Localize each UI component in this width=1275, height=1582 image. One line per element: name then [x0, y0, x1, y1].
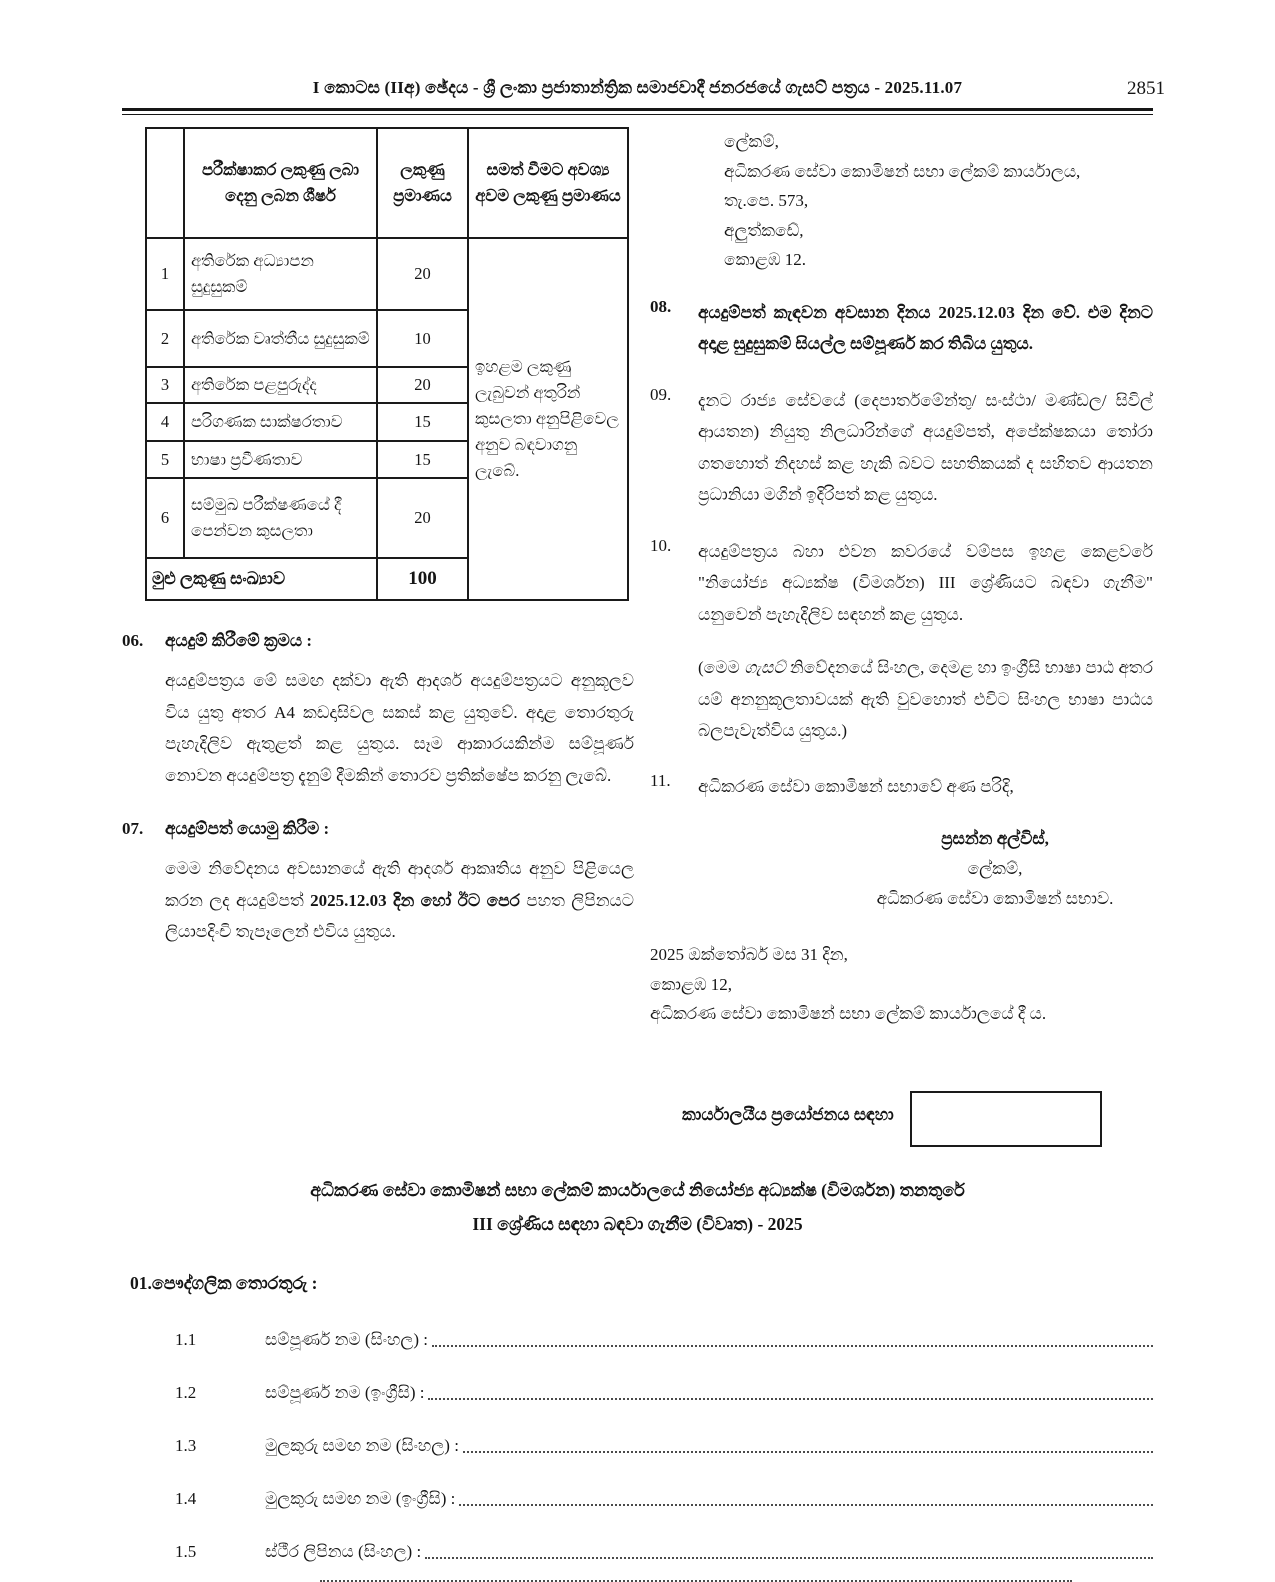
section-11-number: 11.	[650, 770, 671, 790]
office-use-box	[910, 1091, 1102, 1147]
address-line: තැ.පෙ. 573,	[724, 191, 809, 210]
row-no: 4	[146, 403, 184, 441]
row-marks: 10	[377, 310, 468, 367]
row-label: සම්මුඛ පරීක්ෂණයේ දී පෙන්වන කුසලතා	[184, 478, 377, 558]
row-label: පරිගණක සාක්ෂරතාව	[184, 403, 377, 441]
form-field-full-name-sinhala	[175, 1330, 1153, 1350]
signatory-org: අධිකරණ සේවා කොමිෂන් සභාව.	[876, 889, 1114, 908]
row-no: 1	[146, 238, 184, 310]
form-section-01-heading: 01.පෞද්ගලික තොරතුරු :	[130, 1272, 318, 1293]
row-marks: 15	[377, 403, 468, 441]
total-value: 100	[377, 558, 468, 600]
row-marks: 20	[377, 367, 468, 403]
form-title-line2: III ශ්‍රේණිය සඳහා බඳවා ගැනීම (විවෘත) - 2025	[472, 1213, 803, 1234]
row-label: භාෂා ප්‍රවීණතාව	[184, 441, 377, 478]
language-note-italic: ගැසට්	[744, 658, 786, 677]
language-note	[698, 652, 1153, 747]
section-06-number: 06.	[122, 631, 144, 650]
section-08	[650, 297, 1153, 360]
row-label: අතිරේක වෘත්තීය සුදුසුකම්	[184, 310, 377, 367]
form-field-permanent-address-sinhala	[175, 1542, 1153, 1562]
form-title-line1: අධිකරණ සේවා කොමිෂන් සභා ලේකම් කාර්යාලයේ නියෝජ්‍ය අධ්‍යක්ෂ (විමර්ශන) තනතුරේ	[310, 1179, 965, 1200]
dotted-answer-line-continuation	[320, 1580, 1072, 1582]
header-cell-marks: ලකුණු ප්‍රමාණය	[377, 128, 468, 238]
section-06-title: අයදුම් කිරීමේ ක්‍රමය :	[165, 631, 312, 650]
total-label: මුළු ලකුණු සංඛ්‍යාව	[146, 558, 377, 600]
table-row	[146, 238, 628, 310]
form-title	[122, 1173, 1153, 1241]
left-column	[122, 127, 634, 1029]
row-no: 2	[146, 310, 184, 367]
section-09-body: දැනට රාජ්‍ය සේවයේ (දෙපාර්තමේන්තු/ සංස්ථා/ මණ්ඩල/ සිවිල් ආයතන) නියුතු නිලධාරින්ගේ අයදුම්පත්, අපේක්ෂකයා තෝරා ගතහොත් නිදහස් කළ හැකි බවට සහතිකයක් ද සහිතව ආයතන ප්‍රධානියා මගින් ඉදිරිපත් කළ යුතුය.	[698, 390, 1153, 504]
right-column	[650, 127, 1153, 1029]
section-08-number: 08.	[650, 296, 672, 316]
section-06-heading	[122, 631, 634, 651]
page-number: 2851	[1127, 78, 1165, 99]
section-10-body: අයදුම්පත්‍රය බහා එවන කවරයේ වම්පස ඉහළ කෙළවරේ "නියෝජ්‍ය අධ්‍යක්ෂ (විමර්ශන) III ශ්‍රේණියට බඳවා ගැනීම" යනුවෙන් පැහැදිලිව සඳහන් කළ යුතුය.	[698, 541, 1153, 624]
dateline-block	[650, 940, 1153, 1029]
section-07-body-pre: මෙම නිවේදනය අවසානයේ ඇති ආදර්ශ ආකෘතිය අනුව පිළියෙල කරන ලද අයදුම්පත්	[165, 859, 634, 910]
marks-table	[145, 127, 629, 601]
section-11-body: අධිකරණ සේවා කොමිෂන් සභාවේ අණ පරිදි,	[698, 776, 1014, 796]
section-09	[650, 385, 1153, 511]
signatory-title: ලේකම්,	[967, 859, 1023, 878]
section-11	[650, 771, 1153, 803]
dateline-line: 2025 ඔක්තෝබර් මස 31 දින,	[650, 945, 848, 964]
dotted-answer-line	[432, 1345, 1153, 1347]
address-line: කොළඹ 12.	[724, 250, 807, 269]
row-marks: 15	[377, 441, 468, 478]
field-number: 1.2	[175, 1382, 197, 1402]
section-10-number: 10.	[650, 535, 672, 555]
merged-note-cell: ඉහළම ලකුණු ලැබුවන් අතුරින් කුසලතා අනුපිළිවෙල අනුව බඳවාගනු ලැබේ.	[468, 238, 628, 600]
postal-address	[650, 127, 1153, 275]
form-field-full-name-english	[175, 1383, 1153, 1403]
table-header-row	[146, 128, 628, 238]
running-head	[122, 78, 1165, 104]
gazette-header-title: I කොටස (IIඅ) ඡේදය - ශ්‍රී ලංකා ප්‍රජාතාන්ත්‍රික සමාජවාදී ජනරජයේ ගැසට් පත්‍රය - 2025.11.07	[312, 78, 963, 97]
dotted-answer-line	[459, 1504, 1153, 1506]
field-label: ස්ථීර ලිපිනය (සිංහල) :	[265, 1541, 422, 1561]
form-field-name-with-initials-sinhala	[175, 1436, 1153, 1456]
field-label: මුලකුරු සමඟ නම (සිංහල) :	[265, 1435, 459, 1455]
section-09-number: 09.	[650, 384, 672, 404]
form-fields	[175, 1330, 1153, 1582]
address-line: ලේකම්,	[724, 132, 779, 151]
dotted-answer-line	[425, 1557, 1153, 1559]
dotted-answer-line	[428, 1398, 1153, 1400]
language-note-pre: (මෙම	[698, 658, 745, 677]
section-07-body	[165, 853, 634, 948]
field-number: 1.5	[175, 1541, 197, 1561]
field-label: සම්පූර්ණ නම (සිංහල) :	[265, 1329, 429, 1349]
field-number: 1.4	[175, 1488, 197, 1508]
language-note-post: නිවේදනයේ සිංහල, දෙමළ හා ඉංග්‍රීසි භාෂා පාඨ අතර යම් අනනුකූලතාවයක් ඇති වුවහොත් එවිට සිංහල භාෂා පාඨය බලපැවැත්විය යුතුය.)	[698, 658, 1153, 740]
field-number: 1.1	[175, 1329, 197, 1349]
address-line: අලුත්කඩේ,	[724, 220, 804, 240]
section-06-body: අයදුම්පත්‍රය මේ සමඟ දක්වා ඇති ආදර්ශ අයදුම්පත්‍රයට අනුකූලව විය යුතු අතර A4 කඩදාසිවල සකස් කළ යුතුවේ. අදාළ තොරතුරු පැහැදිලිව ඇතුළත් කළ යුතුය. සෑම ආකාරයකින්ම සම්පූර්ණ නොවන අයදුම්පත්‍ර දැනුම් දීමකින් තොරව ප්‍රතික්ෂේප කරනු ලැබේ.	[165, 671, 634, 785]
section-08-body: අයදුම්පත් කැඳවන අවසාන දිනය 2025.12.03 දින වේ. එම දිනට අදාළ සුදුසුකම් සියල්ල සම්පූර්ණ කර තිබිය යුතුය.	[698, 302, 1153, 353]
field-number: 1.3	[175, 1435, 197, 1455]
field-label: මුලකුරු සමඟ නම (ඉංග්‍රීසි) :	[265, 1488, 456, 1508]
office-use-row	[682, 1091, 1153, 1147]
row-label: අතිරේක අධ්‍යාපන සුදුසුකම්	[184, 238, 377, 310]
dateline-line: අධිකරණ සේවා කොමිෂන් සභා ලේකම් කාර්යාලයේ දී ය.	[650, 1004, 1047, 1023]
dotted-answer-line	[463, 1451, 1153, 1453]
form-field-name-with-initials-english	[175, 1489, 1153, 1509]
header-cell-heading: පරීක්ෂාකර ලකුණු ලබා දෙනු ලබන ශීර්ෂ	[184, 128, 377, 238]
row-label: අතිරේක පළපුරුද්ද	[184, 367, 377, 403]
row-no: 6	[146, 478, 184, 558]
section-07-number: 07.	[122, 819, 144, 838]
header-cell-minimum: සමත් වීමට අවශ්‍ය අවම ලකුණු ප්‍රමාණය	[468, 128, 628, 238]
header-double-rule	[122, 108, 1153, 115]
office-use-label: කාර්යාලයීය ප්‍රයෝජනය සඳහා	[682, 1104, 894, 1124]
address-line: අධිකරණ සේවා කොමිෂන් සභා ලේකම් කාර්යාලය,	[724, 161, 1081, 181]
header-cell-empty	[146, 128, 184, 238]
section-07-title: අයදුම්පත් යොමු කිරීම :	[165, 819, 330, 838]
section-07-heading	[122, 819, 634, 839]
row-marks: 20	[377, 238, 468, 310]
row-marks: 20	[377, 478, 468, 558]
row-no: 3	[146, 367, 184, 403]
dateline-line: කොළඹ 12,	[650, 974, 733, 994]
field-label: සම්පූර්ණ නම (ඉංග්‍රීසි) :	[265, 1382, 425, 1402]
section-07-body-bold-date: 2025.12.03 දින හෝ ඊට පෙර	[310, 890, 520, 910]
section-10	[650, 536, 1153, 631]
signature-block	[830, 824, 1160, 914]
section-07-body-post: පහත ලිපිනයට ලියාපදිංචි තැපෑලෙන් එවිය යුතුය.	[165, 890, 634, 941]
row-no: 5	[146, 441, 184, 478]
signatory-name: ප්‍රසන්න අල්විස්,	[941, 829, 1049, 848]
